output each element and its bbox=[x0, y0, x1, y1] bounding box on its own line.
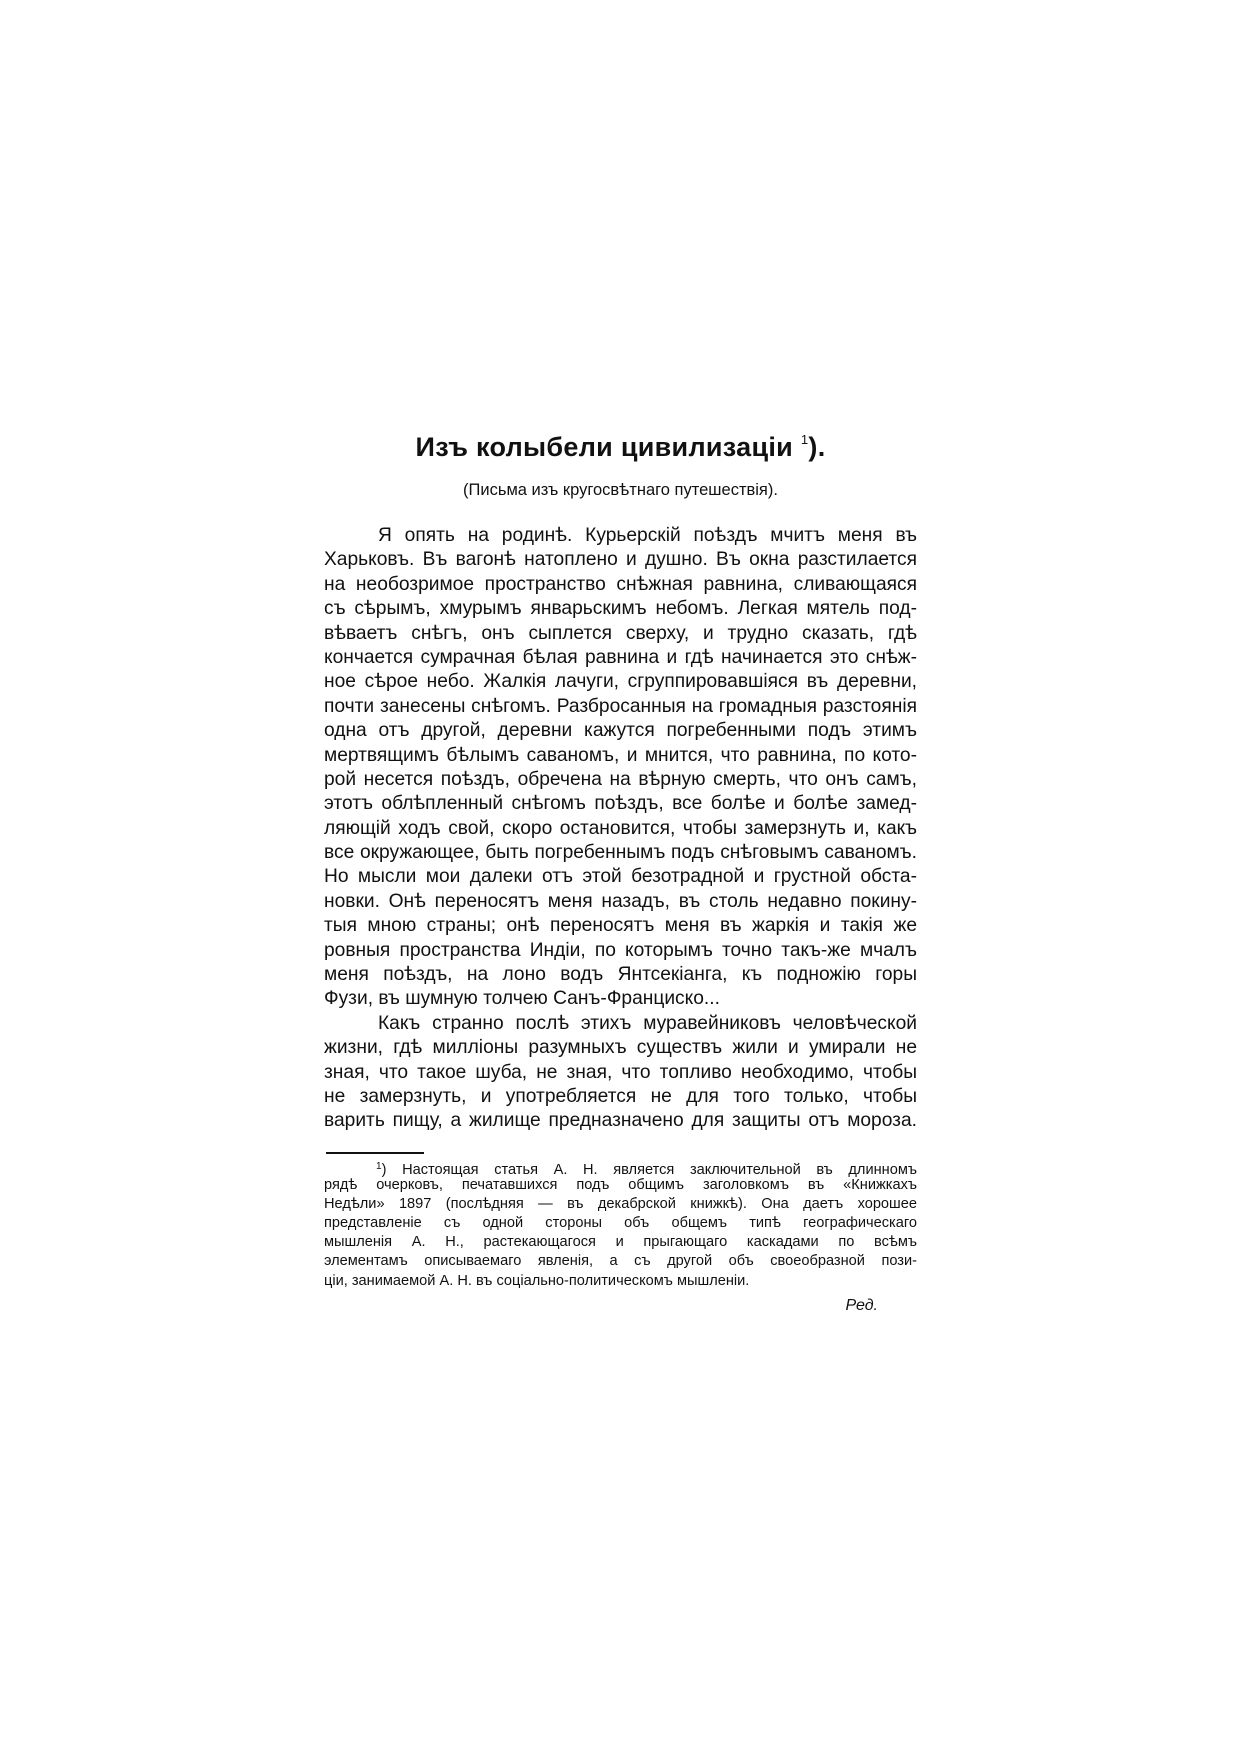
body-line: Я опять на родинѣ. Курьерскій поѣздъ мчитъ меня въ bbox=[378, 525, 917, 546]
footnote-line: рядѣ очерковъ, печатавшихся подъ общимъ заголовкомъ въ «Книжкахъ bbox=[324, 1177, 917, 1194]
footnote-divider bbox=[326, 1152, 424, 1154]
body-line: меня поѣздъ, на лоно водъ Янтсекіанга, къ подножію горы bbox=[324, 964, 917, 986]
body-line: ляющій ходъ свой, скоро остановится, чтобы замерзнуть и, какъ bbox=[324, 817, 917, 839]
footnote-line-text: Настоящая статья А. Н. является заключительной въ длинномъ bbox=[402, 1162, 917, 1178]
body-line: вѣваетъ снѣгъ, онъ сыплется сверху, и трудно сказать, гдѣ bbox=[324, 622, 917, 644]
body-line: все окружающее, быть погребеннымъ подъ снѣговымъ саваномъ. bbox=[324, 842, 917, 864]
footnote-line: представленіе съ одной стороны объ общемъ типѣ географическаго bbox=[324, 1215, 917, 1232]
body-line: этотъ облѣпленный снѣгомъ поѣздъ, все болѣе и болѣе замед- bbox=[324, 793, 917, 815]
body-line: тыя мною страны; онѣ переносятъ меня въ жаркія и такія же bbox=[324, 915, 917, 937]
footnote-line: элементамъ описываемаго явленія, а съ другой объ своеобразной пози- bbox=[324, 1253, 917, 1270]
body-line: рой несется поѣздъ, обречена на вѣрную смерть, что онъ самъ, bbox=[324, 768, 917, 790]
body-line: не замерзнуть, и употребляется не для того только, чтобы bbox=[324, 1085, 917, 1107]
body-line: почти занесены снѣгомъ. Разбросанныя на громадныя разстоянія bbox=[324, 695, 917, 717]
body-line: ное сѣрое небо. Жалкія лачуги, сгруппировавшіяся въ деревни, bbox=[324, 671, 917, 693]
footnote-line bbox=[324, 1157, 917, 1176]
footnote-line: ціи, занимаемой А. Н. въ соціально-политическомъ мышленіи. bbox=[324, 1272, 750, 1289]
body-line: варить пищу, а жилище предназначено для защиты отъ мороза. bbox=[324, 1110, 917, 1132]
editor-signature: Ред. bbox=[845, 1297, 878, 1314]
article-title-closing: ). bbox=[808, 432, 826, 462]
article-subtitle: (Письма изъ кругосвѣтнаго путешествія). bbox=[463, 481, 778, 499]
body-line: жизни, гдѣ милліоны разумныхъ существъ жили и умирали не bbox=[324, 1037, 917, 1059]
body-line: Какъ странно послѣ этихъ муравейниковъ человѣческой bbox=[378, 1012, 917, 1034]
body-line: мертвящимъ бѣлымъ саваномъ, и мнится, что равнина, по кото- bbox=[324, 744, 917, 766]
body-line: Харьковъ. Въ вагонѣ натоплено и душно. Въ окна разстилается bbox=[324, 549, 917, 571]
footnote bbox=[324, 1157, 917, 1291]
body-line: кончается сумрачная бѣлая равнина и гдѣ начинается это снѣж- bbox=[324, 646, 917, 668]
body-line: на необозримое пространство снѣжная равнина, сливающаяся bbox=[324, 573, 917, 595]
title-footnote-marker: 1 bbox=[800, 432, 809, 447]
footnote-line: Недѣли» 1897 (послѣдняя — въ декабрской книжкѣ). Она даетъ хорошее bbox=[324, 1196, 917, 1213]
body-line: новки. Онѣ переносятъ меня назадъ, въ столь недавно покину- bbox=[324, 890, 917, 912]
body-line: Но мысли мои далеки отъ этой безотрадной и грустной обста- bbox=[324, 866, 917, 888]
footnote-marker: 1 bbox=[376, 1161, 382, 1172]
body-line: Фузи, въ шумную толчею Санъ-Франциско... bbox=[324, 988, 720, 1010]
article-body bbox=[324, 524, 917, 1134]
body-line: съ сѣрымъ, хмурымъ январьскимъ небомъ. Легкая мятель под- bbox=[324, 598, 917, 620]
footnote-marker-close: ) bbox=[381, 1162, 387, 1178]
body-line: одна отъ другой, деревни кажутся погребенными подъ этимъ bbox=[324, 720, 917, 742]
article-title-text: Изъ колыбели цивилизаціи bbox=[415, 432, 794, 462]
body-line: ровныя пространства Индіи, по которымъ точно такъ-же мчалъ bbox=[324, 939, 917, 961]
article-title bbox=[0, 432, 1241, 463]
body-line: зная, что такое шуба, не зная, что топливо необходимо, чтобы bbox=[324, 1061, 917, 1083]
footnote-line: мышленія А. Н., растекающагося и прыгающаго каскадами по всѣмъ bbox=[324, 1234, 917, 1251]
